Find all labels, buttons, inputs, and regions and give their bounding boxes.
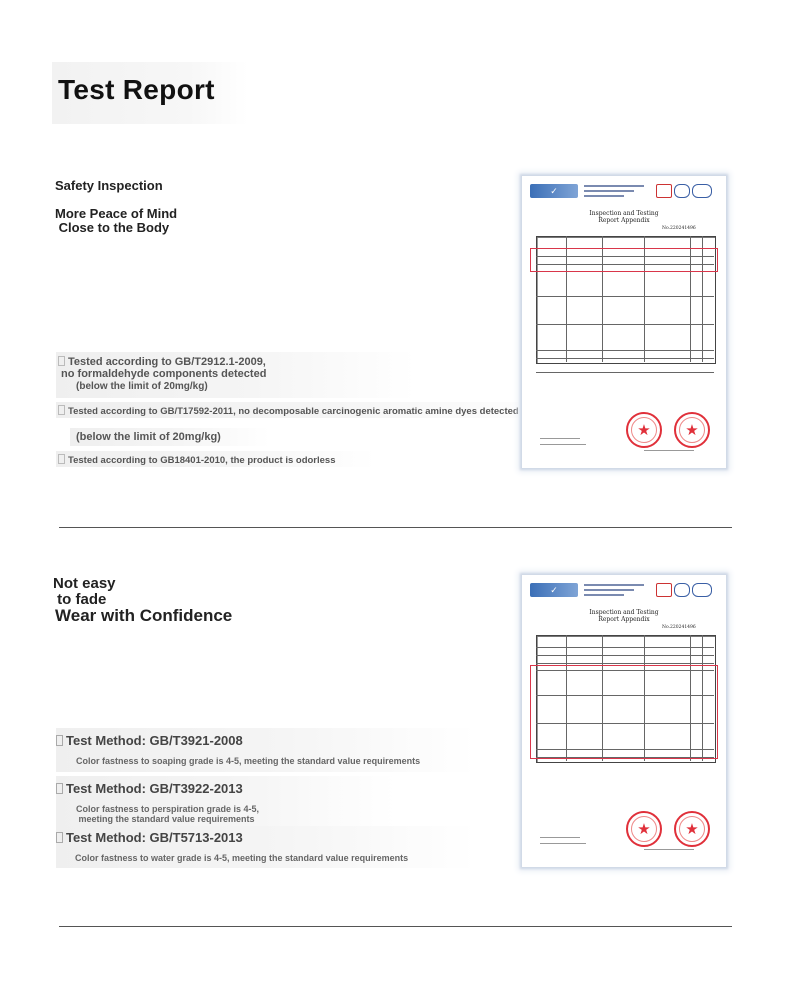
confidence-heading: Wear with Confidence <box>55 606 233 625</box>
certificate-heading: Inspection and Testing Report Appendix <box>589 210 659 224</box>
method-3-title: Test Method: GB/T5713-2013 <box>66 830 243 845</box>
method-1-title: Test Method: GB/T3921-2008 <box>66 733 243 748</box>
certificate-heading: Inspection and Testing Report Appendix <box>589 609 659 623</box>
bullet-icon <box>58 356 65 366</box>
certificate-number: No.220241496 <box>662 625 696 630</box>
method-2 <box>56 781 243 796</box>
highlight-box <box>530 248 718 272</box>
safety-item-3 <box>58 454 335 466</box>
lab-logo-icon: ✓ <box>530 184 578 198</box>
safety-heading: Safety Inspection <box>55 178 163 193</box>
method-1 <box>56 733 243 748</box>
section-divider <box>59 926 732 927</box>
highlight-box <box>530 665 718 759</box>
cma-badge-icon <box>656 184 672 198</box>
lab-logo-icon: ✓ <box>530 583 578 597</box>
bullet-icon <box>56 735 63 746</box>
red-seal-icon: ★ <box>626 412 662 448</box>
safety-item-2 <box>58 405 519 417</box>
method-2-title: Test Method: GB/T3922-2013 <box>66 781 243 796</box>
test-report-image <box>522 176 726 468</box>
method-3 <box>56 830 243 845</box>
ilac-badge-icon <box>674 184 690 198</box>
safety-item-2-title: Tested according to GB/T17592-2011, no decomposable carcinogenic aromatic amine dyes detected <box>68 406 519 417</box>
red-seal-icon: ★ <box>674 811 710 847</box>
org-name <box>584 584 644 599</box>
method-2-desc: Color fastness to perspiration grade is 4-5, meeting the standard value requirements <box>76 804 260 824</box>
page-title: Test Report <box>58 74 215 105</box>
cnas-badge-icon <box>692 583 712 597</box>
bullet-icon <box>56 832 63 843</box>
bullet-icon <box>56 783 63 794</box>
ilac-badge-icon <box>674 583 690 597</box>
safety-item-1-note: (below the limit of 20mg/kg) <box>76 381 208 392</box>
red-seal-icon: ★ <box>674 412 710 448</box>
safety-item-2-note: (below the limit of 20mg/kg) <box>76 431 221 443</box>
org-name <box>584 185 644 200</box>
safety-item-1 <box>58 356 266 380</box>
red-seal-icon: ★ <box>626 811 662 847</box>
bullet-icon <box>58 454 65 464</box>
not-easy-fade-heading: Not easy to fade <box>53 575 116 608</box>
method-1-desc: Color fastness to soaping grade is 4-5, meeting the standard value requirements <box>76 756 421 766</box>
safety-item-1-title: Tested according to GB/T2912.1-2009, no formaldehyde components detected <box>61 356 267 380</box>
peace-heading: More Peace of Mind Close to the Body <box>55 206 178 235</box>
bullet-icon <box>58 405 65 415</box>
section-divider <box>59 527 732 528</box>
cnas-badge-icon <box>692 184 712 198</box>
test-report-image <box>522 575 726 867</box>
certificate-number: No.220241496 <box>662 226 696 231</box>
safety-item-3-title: Tested according to GB18401-2010, the product is odorless <box>68 455 336 466</box>
cma-badge-icon <box>656 583 672 597</box>
method-3-desc: Color fastness to water grade is 4-5, meeting the standard value requirements <box>75 853 409 863</box>
